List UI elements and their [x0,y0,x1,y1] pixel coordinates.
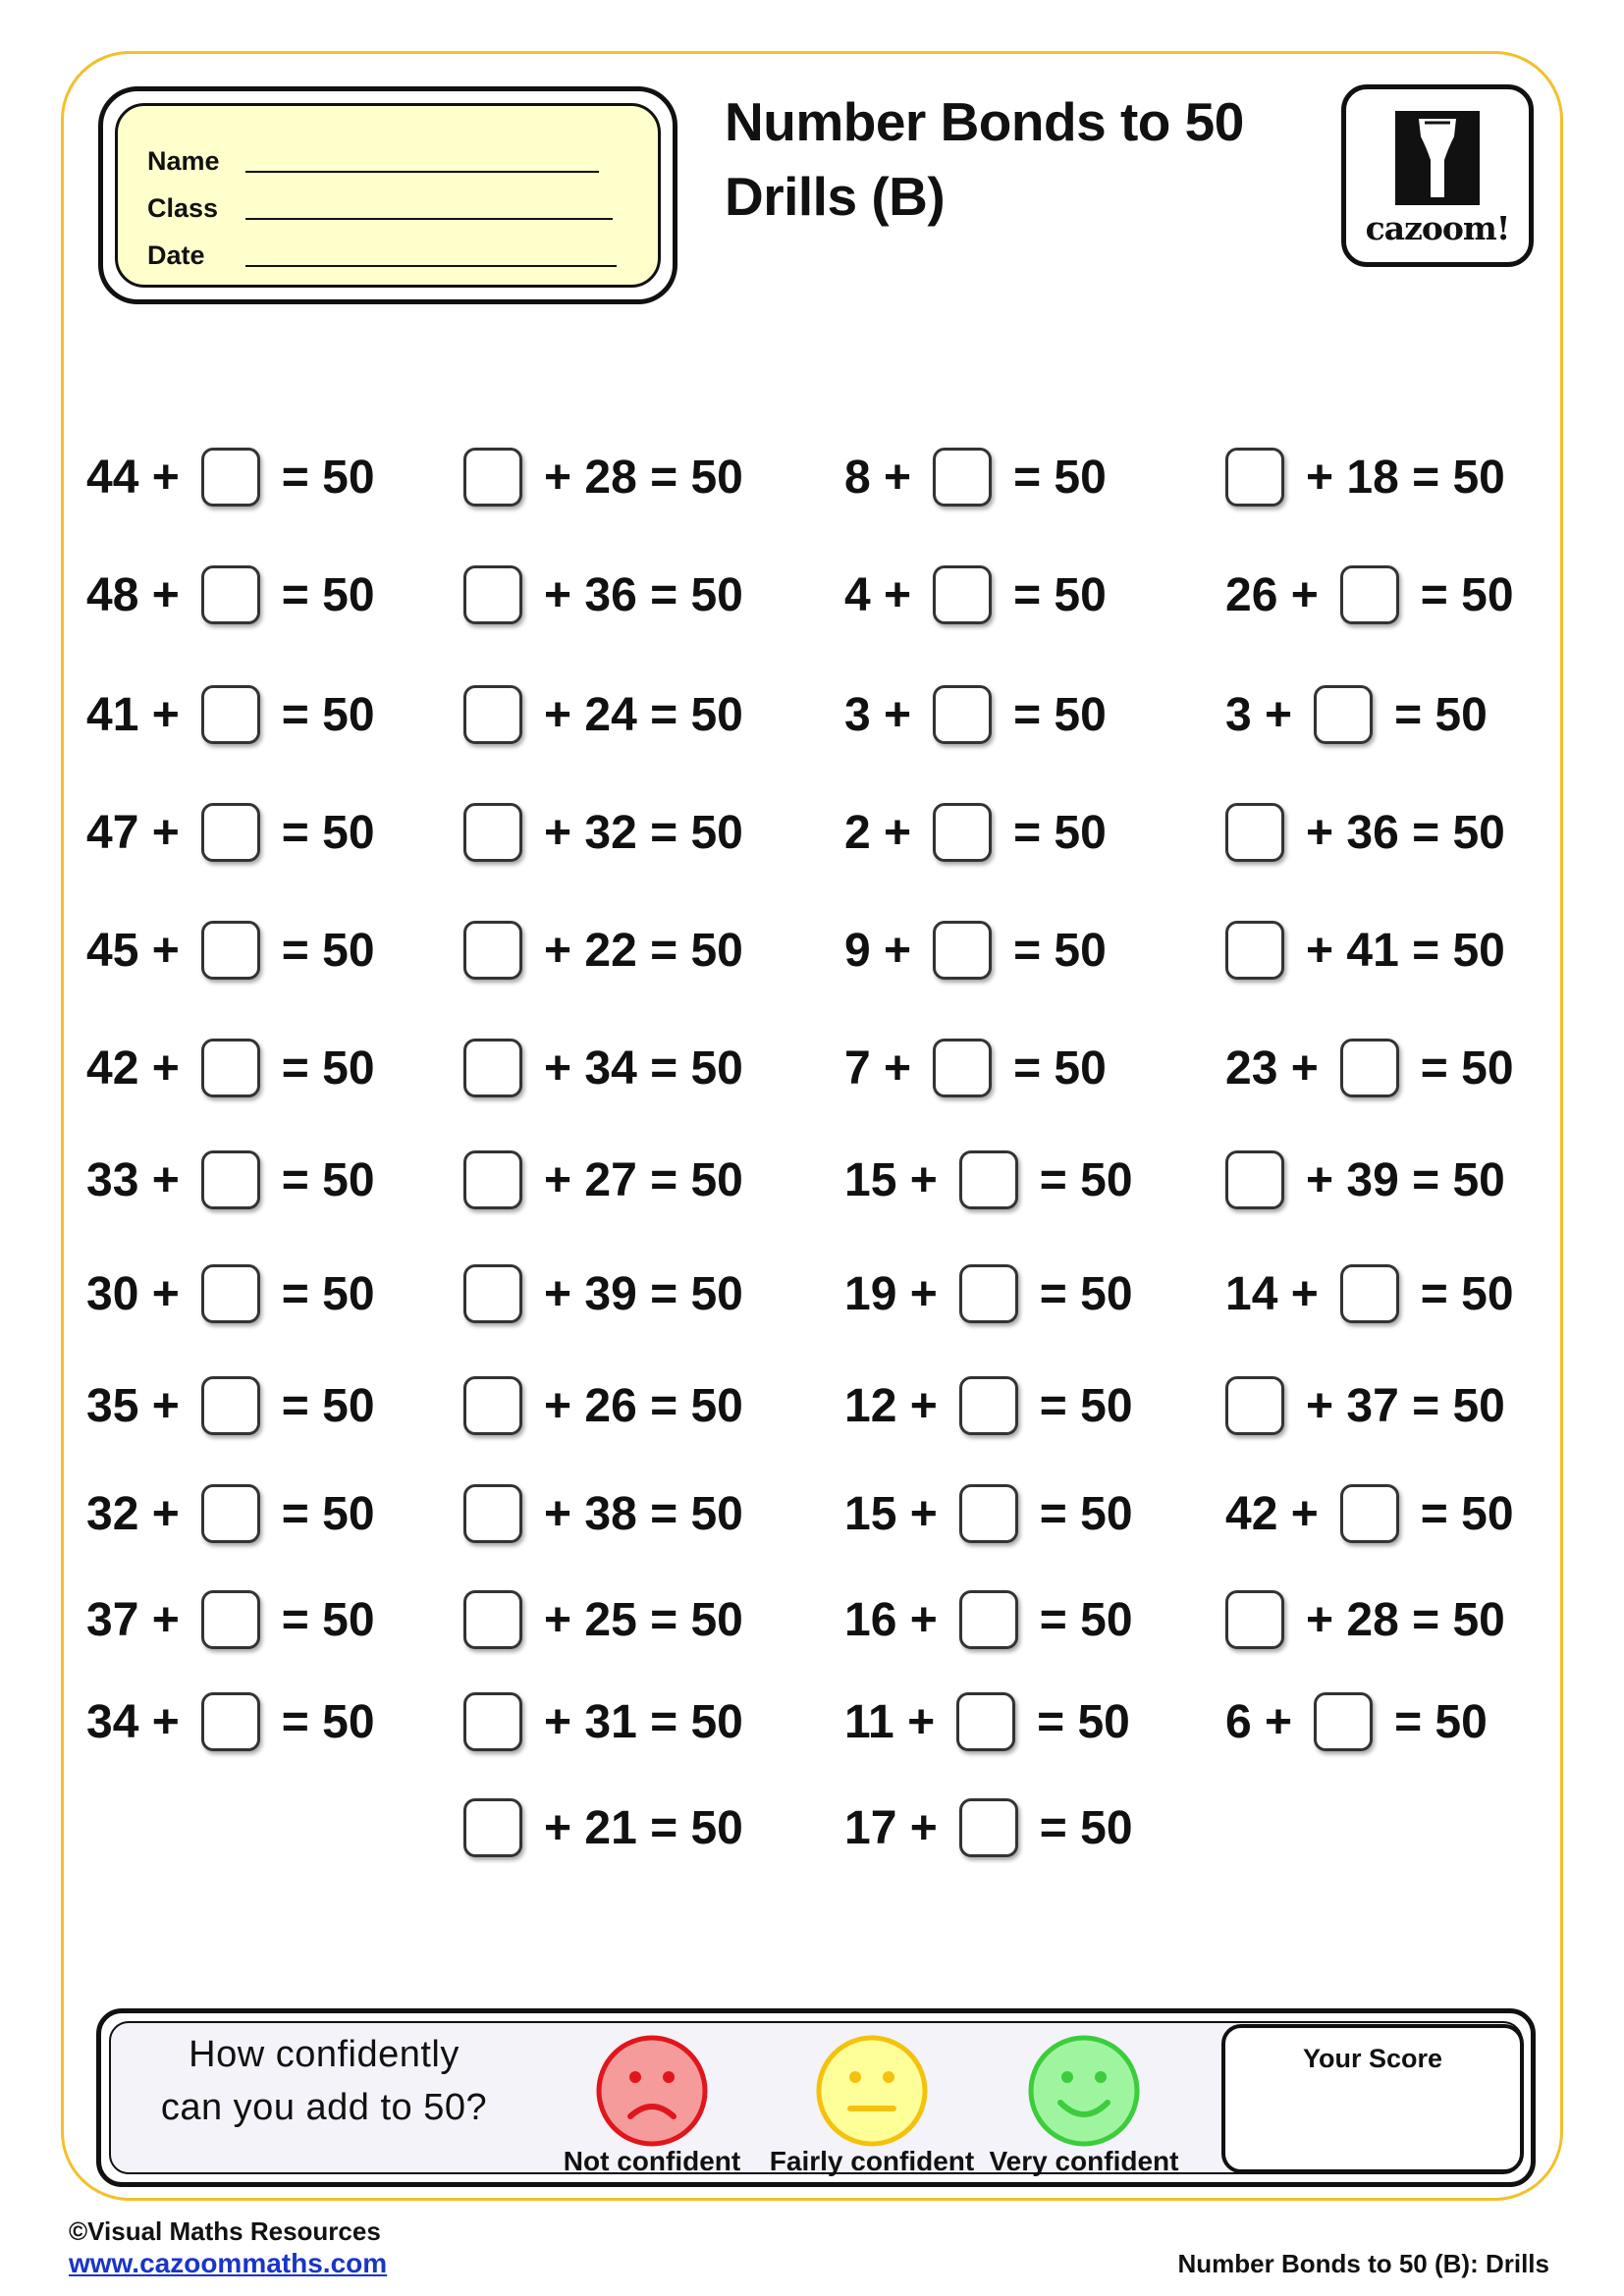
answer-box[interactable] [1225,803,1284,862]
problem [86,683,375,746]
answer-box[interactable] [1340,1484,1399,1543]
problem-text: 11 + [844,1695,936,1748]
problem [463,801,743,864]
problem-text: + 24 = 50 [544,688,743,741]
problem [463,1262,743,1325]
problem-result: = 50 [1394,1695,1488,1748]
problem [463,1148,743,1211]
title-line-2: Drills (B) [725,166,946,227]
problem-text: 41 + [86,688,180,741]
problem [86,1588,375,1651]
answer-box[interactable] [463,1798,522,1857]
confidence-question-line-2: can you add to 50? [160,2087,488,2128]
problem-result: = 50 [1420,1487,1514,1540]
answer-box[interactable] [463,1484,522,1543]
problem [844,1796,1133,1859]
class-field[interactable] [147,188,613,224]
problem-text: 9 + [844,924,912,977]
problem-result: = 50 [1013,924,1107,977]
problem-text: 37 + [86,1593,180,1646]
problem-result: = 50 [1013,1041,1107,1095]
problem-result: = 50 [1039,1487,1133,1540]
answer-box[interactable] [463,565,522,624]
problem-text: + 18 = 50 [1306,451,1505,504]
answer-box[interactable] [1225,448,1284,507]
answer-box[interactable] [1225,1150,1284,1209]
confidence-label: Fairly confident [769,2146,975,2176]
problem-result: = 50 [1013,451,1107,504]
answer-box[interactable] [463,1376,522,1435]
answer-box[interactable] [959,1590,1018,1649]
problem-result: = 50 [281,1041,375,1095]
problem [844,1588,1133,1651]
problem [844,683,1107,746]
problem-result: = 50 [281,1487,375,1540]
answer-box[interactable] [201,685,260,744]
answer-box[interactable] [1340,1264,1399,1323]
problem-text: 15 + [844,1487,938,1540]
answer-box[interactable] [959,1150,1018,1209]
score-label: Your Score [1302,2044,1443,2073]
problem [844,446,1107,508]
problem-result: = 50 [281,1267,375,1320]
problem-result: = 50 [281,1593,375,1646]
problem [1225,1262,1514,1325]
problem-text: 3 + [844,688,912,741]
answer-box[interactable] [933,1039,992,1097]
answer-box[interactable] [1314,1692,1373,1751]
problem [844,801,1107,864]
problem-result: = 50 [281,1153,375,1206]
date-label: Date [147,240,205,270]
problem-text: 26 + [1225,568,1319,621]
problem-text: + 39 = 50 [544,1267,743,1320]
problem-text: + 32 = 50 [544,806,743,859]
problem-text: 2 + [844,806,912,859]
problem [86,1690,375,1753]
problem-text: 35 + [86,1379,180,1432]
problem [1225,683,1488,746]
problem-text: 44 + [86,451,180,504]
problem-result: = 50 [1013,568,1107,621]
answer-box[interactable] [463,1590,522,1649]
problem [1225,1148,1505,1211]
answer-box[interactable] [1314,685,1373,744]
problem-result: = 50 [1420,1267,1514,1320]
problem-text: 6 + [1225,1695,1293,1748]
answer-box[interactable] [956,1692,1015,1751]
answer-box[interactable] [463,448,522,507]
problem [86,1262,375,1325]
problem-text: 33 + [86,1153,180,1206]
worksheet-title [725,84,1244,234]
cazoom-logo [1341,84,1534,267]
problem [1225,1482,1514,1545]
answer-box[interactable] [933,685,992,744]
problem-text: 12 + [844,1379,938,1432]
problem-text: 14 + [1225,1267,1319,1320]
answer-box[interactable] [959,1264,1018,1323]
answer-box[interactable] [463,685,522,744]
name-field[interactable] [147,141,599,177]
footer-sheet-title: Number Bonds to 50 (B): Drills [1177,2249,1549,2278]
answer-box[interactable] [1225,1590,1284,1649]
answer-box[interactable] [463,1150,522,1209]
answer-box[interactable] [933,803,992,862]
answer-box[interactable] [201,921,260,980]
problem [86,1037,375,1099]
happy-face-icon[interactable] [1025,2032,1143,2150]
problem [86,1374,375,1437]
problem [463,683,743,746]
sad-face-icon[interactable] [593,2032,711,2150]
problem-text: 23 + [1225,1041,1319,1095]
problem-text: + 31 = 50 [544,1695,743,1748]
problem [463,1037,743,1099]
problem-result: = 50 [1039,1379,1133,1432]
problem-text: + 28 = 50 [1306,1593,1505,1646]
answer-box[interactable] [1340,1039,1399,1097]
problem-text: 4 + [844,568,912,621]
name-label: Name [147,146,220,176]
problem [86,801,375,864]
problem [463,446,743,508]
problem [844,1037,1107,1099]
name-line[interactable] [245,170,599,173]
problem [844,919,1107,982]
problem-result: = 50 [281,568,375,621]
problem [463,1588,743,1651]
score-box[interactable] [1221,2024,1524,2173]
answer-box[interactable] [201,1484,260,1543]
problem-text: + 38 = 50 [544,1487,743,1540]
answer-box[interactable] [463,1039,522,1097]
problem-result: = 50 [1420,568,1514,621]
answer-box[interactable] [201,1590,260,1649]
problem-result: = 50 [1039,1593,1133,1646]
answer-box[interactable] [1340,565,1399,624]
answer-box[interactable] [933,921,992,980]
answer-box[interactable] [463,1692,522,1751]
answer-box[interactable] [201,803,260,862]
problem-text: 34 + [86,1695,180,1748]
problem-result: = 50 [1039,1267,1133,1320]
problem [1225,1037,1514,1099]
problem [1225,563,1514,626]
problem-result: = 50 [281,451,375,504]
problem-result: = 50 [1013,688,1107,741]
answer-box[interactable] [463,803,522,862]
answer-box[interactable] [959,1798,1018,1857]
problem-text: + 36 = 50 [1306,806,1505,859]
problem-text: + 27 = 50 [544,1153,743,1206]
problem [1225,1690,1488,1753]
copyright: ©Visual Maths Resources [69,2216,381,2246]
answer-box[interactable] [933,448,992,507]
website-link[interactable]: www.cazoommaths.com [69,2248,388,2278]
problem [463,1796,743,1859]
answer-box[interactable] [463,1264,522,1323]
problem-text: 42 + [86,1041,180,1095]
class-line[interactable] [245,217,613,220]
problem-text: + 37 = 50 [1306,1379,1505,1432]
problem-text: + 36 = 50 [544,568,743,621]
confidence-question-line-1: How confidently [189,2034,460,2075]
class-label: Class [147,193,219,223]
problem [1225,446,1505,508]
neutral-face-icon[interactable] [813,2032,931,2150]
answer-box[interactable] [959,1376,1018,1435]
problem [844,1690,1130,1753]
student-details-box [98,86,677,304]
problem-text: 15 + [844,1153,938,1206]
problem [844,1374,1133,1437]
problem [1225,919,1505,982]
problem [86,446,375,508]
problem-result: = 50 [281,1695,375,1748]
problem [86,563,375,626]
answer-box[interactable] [201,1376,260,1435]
title-line-1: Number Bonds to 50 [725,91,1244,152]
problem-text: 30 + [86,1267,180,1320]
logo-text: cazoom! [1365,209,1510,247]
answer-box[interactable] [1225,1376,1284,1435]
problem-text: 32 + [86,1487,180,1540]
problem-text: + 21 = 50 [544,1801,743,1854]
problem-result: = 50 [1037,1695,1130,1748]
answer-box[interactable] [201,565,260,624]
problem-text: 47 + [86,806,180,859]
problem-text: 42 + [1225,1487,1319,1540]
problem-text: + 25 = 50 [544,1593,743,1646]
problem [844,1482,1133,1545]
problem [463,1374,743,1437]
problem-text: + 26 = 50 [544,1379,743,1432]
problem-text: + 28 = 50 [544,451,743,504]
problem-result: = 50 [1039,1801,1133,1854]
problem-text: 48 + [86,568,180,621]
answer-box[interactable] [201,1150,260,1209]
answer-box[interactable] [201,448,260,507]
problem [463,919,743,982]
answer-box[interactable] [463,921,522,980]
confidence-question [137,2028,511,2134]
problem-text: 7 + [844,1041,912,1095]
problem-result: = 50 [281,924,375,977]
problem-text: 45 + [86,924,180,977]
problem-text: 17 + [844,1801,938,1854]
problem [844,1148,1133,1211]
problem [844,1262,1133,1325]
problem-text: + 41 = 50 [1306,924,1505,977]
problem-text: 3 + [1225,688,1293,741]
problem [844,563,1107,626]
problem [1225,801,1505,864]
problem [463,563,743,626]
problem [463,1690,743,1753]
problem-result: = 50 [281,1379,375,1432]
answer-box[interactable] [959,1484,1018,1543]
problem-text: + 39 = 50 [1306,1153,1505,1206]
problem [463,1482,743,1545]
problem [1225,1374,1505,1437]
problem-result: = 50 [1420,1041,1514,1095]
problem-result: = 50 [1394,688,1488,741]
problem-text: 8 + [844,451,912,504]
problem-result: = 50 [281,806,375,859]
problem [86,1482,375,1545]
problem-result: = 50 [281,688,375,741]
page-border [61,51,1563,2201]
problem-text: + 34 = 50 [544,1041,743,1095]
answer-box[interactable] [201,1264,260,1323]
date-line[interactable] [245,264,617,267]
problem-text: 19 + [844,1267,938,1320]
problem [86,919,375,982]
problem-result: = 50 [1039,1153,1133,1206]
date-field[interactable] [147,236,617,271]
answer-box[interactable] [933,565,992,624]
problem-text: 16 + [844,1593,938,1646]
problem-result: = 50 [1013,806,1107,859]
confidence-label: Very confident [989,2146,1179,2176]
problem [86,1148,375,1211]
answer-box[interactable] [1225,921,1284,980]
problem-text: + 22 = 50 [544,924,743,977]
answer-box[interactable] [201,1692,260,1751]
problem [1225,1588,1505,1651]
answer-box[interactable] [201,1039,260,1097]
confidence-label: Not confident [563,2146,741,2176]
